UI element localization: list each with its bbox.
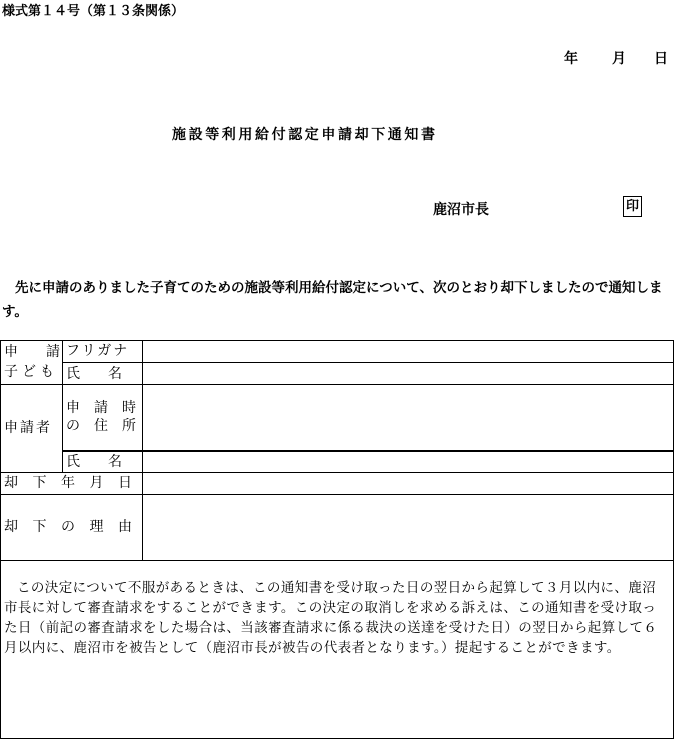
child-name-field[interactable] (143, 363, 673, 384)
date-day: 日 (654, 51, 668, 67)
notice-body-text: 先に申請のありました子育てのための施設等利用給付認定について、次のとおり却下しましたので通知します。 (2, 280, 663, 320)
table-line (0, 340, 1, 739)
date-month: 月 (612, 51, 626, 67)
applicant-address-field[interactable] (143, 385, 673, 450)
child-furigana-field[interactable] (143, 341, 673, 362)
seal-box: 印 (623, 196, 642, 217)
table-line (0, 560, 674, 561)
child-name-label: 氏 名 (66, 366, 122, 382)
date-line (564, 48, 668, 68)
child-label-line1: 申 請 (4, 344, 60, 360)
rejection-reason-label: 却下の理由 (4, 519, 147, 535)
rejection-reason-field[interactable] (143, 495, 673, 560)
address-label-line2: の 住 所 (66, 418, 136, 434)
issuer-name: 鹿沼市長 (433, 202, 489, 218)
document-title: 施設等利用給付認定申請却下通知書 (172, 127, 438, 143)
appeal-notice-text: この決定について不服があるときは、この通知書を受け取った日の翌日から起算して３月以内に、鹿沼市長に対して審査請求をすることができます。この決定の取消しを求める訴えは、この通知書を受け取った日（前記の審査請求をした場合は、当該審査請求に係る裁決の送達を受けた日）の翌日から起算して６月以内に、鹿沼市を被告として（鹿沼市長が被告の代表者となります。）提起することができます。 (4, 580, 658, 656)
furigana-label: フリガナ (66, 343, 130, 359)
form-number: 様式第１４号（第１３条関係） (2, 4, 185, 19)
rejection-date-field[interactable] (143, 473, 673, 494)
applicant-name-label: 氏 名 (66, 454, 122, 470)
rejection-date-label: 却下年月日 (4, 475, 147, 491)
table-line (62, 340, 63, 472)
address-label-line1: 申 請 時 (66, 400, 136, 416)
child-label-line2: 子ども (4, 364, 58, 380)
applicant-label: 申請者 (4, 420, 52, 436)
applicant-name-field[interactable] (143, 452, 673, 472)
date-year: 年 (564, 51, 578, 67)
